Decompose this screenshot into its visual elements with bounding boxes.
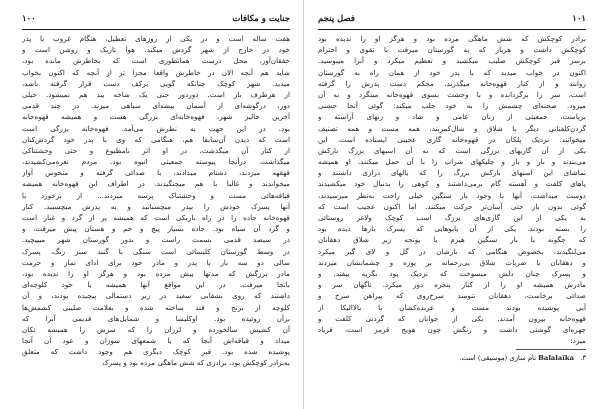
page-number: ۱۰۱ — [572, 14, 586, 24]
text-line: پوشیده شده بود. قبر کوچک دیگری هم وجود داشت که متعلق — [22, 347, 290, 357]
text-line: برپاست، جمعیتی از زنان عامی و شاد و زنهای آراسته و — [318, 112, 586, 122]
text-line: چهره‌ای گوشتی داشت و رنگش چون هویج قرمز است، فریاد — [318, 324, 586, 334]
text-line: به یکی از این گاری‌های بزرگ اسب کوچک ولاغر روستائی — [318, 213, 586, 222]
text-line: پاهای کلفت و آهسته گام برمی‌داشتند و کوهی را بدنبال خود میکشیدند — [318, 179, 586, 189]
text-line: سالی دو سه بار با پدر و مادر خود برای ادای نماز و حرمت — [22, 257, 290, 267]
text-line: قهوه‌خانه جاده را در راه باریکی است که همیشه پر از گرد و غبار است — [22, 213, 290, 222]
text-line: هفت ساله است و در یکی از روزهای تعطیل، هنگام غروب با پدر — [22, 34, 290, 43]
text-line: روانند و از کنار قهوه‌خانه میگذرند. محکم دست پدرش را گرفته — [318, 78, 586, 88]
text-line: داشتند که روی بشقابی سفید در زیر دستمالی پیچیده بودند، و آن — [22, 291, 290, 301]
text-line: دوست میداشت. آنها با وجود بار سنگین خیلی راحت به‌نظر میرسیدند، — [318, 190, 586, 200]
text-line: قهقهه میزدند، دشنام میدادند، با صدائی گرفته و منحوس آواز — [22, 168, 290, 178]
text-line: میرود. صحنه‌ای چشمش را به خود جلب میکند: گوئی آنجا جشنی — [318, 101, 586, 111]
text-line: و دهقانان با ضربات شلاق بی‌رحمانه بر پوزه و چشمانشان میزدند — [318, 257, 586, 267]
running-title: جنایت و مکافات — [232, 14, 290, 24]
text-line: است، سر را برگردانده و با وحشت بسوی قهوه‌خانه مینگرد و به آن — [318, 89, 586, 99]
text-line: آن کشیش سالخورده و لرزان را که سرش را همیشه تکان — [22, 324, 290, 334]
text-line: گردن‌کلفتانی دیگر با شلاق و شال‌کمربند، همه مست و همه تصنیف — [318, 123, 586, 133]
text-line: بود. در این جهت به نظرش می‌آمد. قهوه‌خانه بزرگی است — [22, 123, 290, 133]
left-page-header — [22, 14, 290, 28]
text-line: در وسط گورستان کلیسائی است سنگی با گنبد سبز رنگ، پسرک — [22, 246, 290, 256]
text-line: و گرد آن سیاه بود. جاده بسیار پیچ و خم و هستان پیش میرفت، و — [22, 224, 290, 234]
text-line: قهوه‌خانه بیرون آمدند. یکی از جوانان که گردنی کلفت و — [318, 313, 586, 323]
page-number: ۱۰۰ — [22, 14, 36, 24]
text-line: برسر قبر کوچکش صلیب میکشید و تعظیم میکرد و آنرا میبوسید. — [318, 56, 586, 66]
text-line: تماشای این اسبهای بارکش بزرگ را که یالهای درازی داشتند و — [318, 168, 586, 178]
footnote-rule — [516, 349, 586, 350]
text-line: صدائی برخاست، دهقانان تنومند سرخ‌روی که پیراهن سرخ و — [318, 291, 586, 301]
text-line: مادر بزرگش که مدتها پیش مرده بود و هرگز او را ندیده بود، — [22, 268, 290, 278]
right-page — [318, 14, 586, 399]
text-line: یکی از آن گاریهای بزرگی است که به آن اسبهای بزرگ بارکش — [318, 145, 586, 155]
text-line: در سیصد قدمی بسمت راست و بدور گورستان شهر میپیچید. — [22, 235, 290, 245]
text-line: و پسرک چنان دلش میسوخت که نزدیک بود بگریه بیفتد، و — [318, 268, 586, 278]
text-line: اکنون در خواب میدید که با پدر خود از همان راه به گورستان — [318, 67, 586, 77]
text-line: قیافه‌هائی مست و وحشتناک پرسه میزدند... از برخورد با — [22, 190, 290, 200]
header-rule — [318, 29, 586, 30]
text-line: به‌برادر کوچکش بود، برادری که شش ماهگی مرده بود و پسرک — [102, 358, 290, 368]
right-page-header — [318, 14, 586, 28]
text-line: کلوچه از برنج و قند ساخته شده و بعلامت صلیبی کشمش‌ها — [22, 302, 290, 312]
book-gutter — [303, 0, 304, 409]
text-line: که چگونه با بار سنگین هیزم یا یونجه زیر شلاق دهقانان — [318, 235, 586, 245]
text-line: می‌لنگیدند، بخصوص هنگامی که بارشان در گل و لای گیر میکرد — [318, 246, 586, 256]
left-page — [22, 14, 290, 399]
text-line: میزد: — [570, 336, 586, 346]
footnote — [318, 353, 586, 363]
text-line: میدید. شهر کوچک چنانکه گویی برکف دست قرار گرفته باشد، — [22, 78, 290, 88]
text-line: آخرین جالیز شهر، قهوه‌خانه‌ای بزرگی هست و همیشه قهوه‌خانه — [22, 112, 290, 122]
text-line: بانجا میرفت. در این مواقع آنها همیشه با خود کلوچه‌ای — [22, 280, 290, 290]
text-line: آنها پسرک خودش را بپدر میچسبانید و به پدرش میچسبید. کنار — [22, 201, 290, 211]
running-title: فصل پنجم — [318, 14, 355, 24]
text-line: است که دیدن آن‌سابقا هم، هنگامی که وی با پدر خود گردش‌کنان — [22, 134, 290, 144]
header-rule — [22, 29, 290, 30]
text-line: را بسته بودند. یکی از آن یابوهایی که پسرک بارها دیده بود — [318, 224, 586, 234]
footnote-term: Balalaïka — [538, 354, 574, 363]
text-line: خفقان‌آور، محل درست همانطوری است که بخاطرش مانده بود، — [22, 56, 290, 66]
text-line: کوچکش داشت و هربار که به گورستان میرفت با تقوی و احترام — [318, 45, 586, 55]
text-line: میخوانند. نزدیک پلکان در قهوه‌خانه گاری عجیبی ایستاده است. این — [318, 134, 586, 144]
text-line: برآن روئیده بود. اوکلیسا و شمایل‌های قدیمی آنرا که — [22, 313, 290, 323]
text-line: مادرش همیشه او را از کنار پنجره دور میکرد. ناگهان سر و — [318, 280, 586, 290]
text-line: دور، درگوشه‌ای از آسمان بیشه‌ای سیاهی میزند. در چند قدمی — [22, 101, 290, 111]
text-line: می‌بندند و بار و بار و چلیکهای شراب را با آن حمل میکنند. او همیشه — [318, 157, 586, 167]
text-line: میداد و قیافه‌اش آنجا که با شمعهای سوزان و عود آن آنجا — [22, 336, 290, 346]
text-line: خود در خارج از شهر گردش میکند. هوا تاریک و روشن است و — [22, 45, 290, 55]
page-body-text — [22, 33, 290, 369]
footnote-marker: ۳. — [580, 354, 586, 363]
text-line: میگذاشت. درآنجا پیوسته جمعیتی انبوه بود. مردم نعره‌می‌کشیدند، — [22, 157, 290, 167]
text-line: برادر کوچکش که شش ماهگی مرده بود و هرگز او را ندیده بود — [318, 34, 586, 43]
text-line: شاید هم آنچه الان در خاطرش واقعا مجزا تر از آنچه که اکنون بخواب — [22, 67, 290, 77]
text-line: میخواندند و غالبا با هم میجنگیدند. در اطراف این قهوه‌خانه همیشه — [22, 179, 290, 189]
page-body-text — [318, 33, 586, 346]
text-line: از کنار آن میگذشت، در او اثر نامطبوع و حتی وحشتناکی — [22, 145, 290, 155]
text-line: آبی پوشیده بودند مست و عربده‌کشان با بالاالیکا از — [318, 302, 586, 312]
footnote-text: نام سازی (موسیقی) است. — [459, 354, 536, 363]
text-line: گوئی بدون بار حتی آسان‌تر حرکت میکنند. اما اکنون عجیب است که — [318, 201, 586, 211]
text-line: از هرطرف باز است. دوردور حتی یک شاخه بید هم نمیشود. خیلی — [22, 89, 290, 99]
